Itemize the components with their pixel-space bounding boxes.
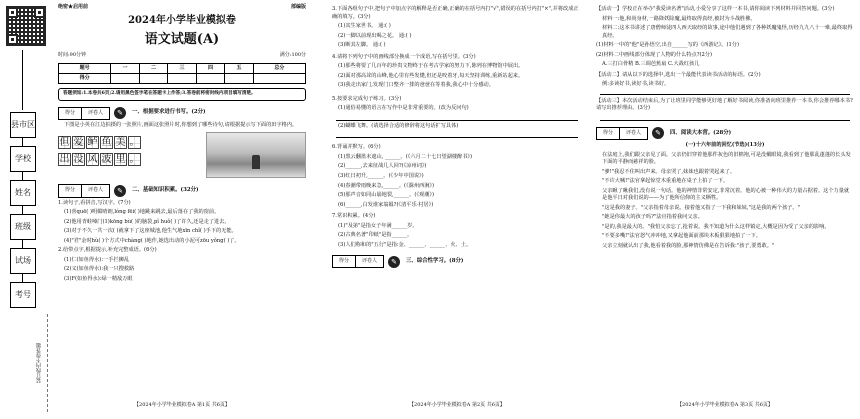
question-1-d: (4)"君"金时hù( )个方式中chàng( )地作,她选出动的小泥可zōu yǒng( )了。 [64, 237, 240, 244]
question-3-c: (3)断其左脚。 通:( ) [338, 42, 386, 49]
page-2 [332, 4, 582, 409]
writing-grid-row-2: 出 没 风 波 里 。 [59, 153, 140, 165]
question-5-b: (2)蝴蝶飞舞。(请选择合适的修辞将这句话扩写具体) [338, 122, 459, 129]
question-7: 7.常识积累。(4分) [332, 213, 376, 220]
question-5-a: (1)通俗易懂的语言在写作中是非常重要的。(改为反问句) [338, 105, 469, 112]
question-7-c: (3)人们称和的"五行"是指:金、______、______、火、土。 [338, 241, 472, 248]
reading-para-7: "是的,我是最大的。"我怕父亲忘了,抢着说。我不知道为什么这样镇定,大概是因为受了父亲的影响。 [602, 223, 830, 230]
question-4-b: (2)面对那高耸的山峰,他心里有些发憷,但还是咬着牙,每天坚持训练,重新站起来。 [338, 72, 524, 79]
question-3-b: (2)一脚以前现出喝之花。 通:( ) [338, 32, 412, 39]
page-3-footer: 【2024年小学毕业模拟卷A 第3页 共6页】 [677, 401, 773, 408]
material-1: 材料一:他,和尚身材,一路降妖除魔,最终取得真经,被封为斗战胜佛。 [602, 15, 756, 22]
reading-para-4: 父亲瞅了瞅我们,没有说一句话。他的神情非常安定,非常沉着。他的心被一种伟大的力量占据着。这个力量就是他平日对我们说的——为了他所信仰的主义牺牲。 [602, 187, 850, 202]
question-2: 2.给带点字,根据提示,补充完整成语。(6分) [58, 247, 157, 254]
qr-code [6, 6, 46, 46]
page-2-footer: 【2024年小学毕业模拟卷A 第2页 共6页】 [409, 401, 505, 408]
question-5: 5.按要求完成句子练习。(3分) [332, 95, 402, 102]
activity-1-q2: (2)材料二中画线部分体现了人物的什么特点?(2分) [596, 51, 713, 58]
question-2-a: (1)仁(如鱼得水):一手拦狮乱 [64, 256, 130, 263]
edition-tag: 部编版 [290, 4, 306, 10]
material-2: 材料二:这本书讲述了唐僧师徒四人西天取经的故事,途中他们遇到了各种妖魔鬼怪,历经九九八十一难,最终取得真经。 [602, 25, 853, 39]
reading-title: (一)十六年前的回忆(节选)(13分) [685, 142, 765, 149]
page-1 [58, 4, 306, 409]
question-6-c: (3)红日初升,______。(《少年中国说》) [338, 172, 424, 179]
activity-2: 【活动二】请从以下的选择中,选出一个最能代表读书活动的标语。(2分) [596, 71, 761, 78]
section-3-header: 得分 评卷人 ✎ 三、综合性学习。(8分) [332, 255, 582, 268]
activity-1-options: A.三打白骨精 B.三调芭蕉扇 C.大战红孩儿 [602, 61, 700, 68]
question-1-b: (2)他用青蛙嗓门(1)kōng bù( )的脑袋,pǐ huǒ( )了许久,还是走了进去。 [64, 218, 230, 225]
binding-notice: 装订线内不得答题 [36, 314, 48, 412]
section-1-title: 一、根据要求进行书写。(2分) [132, 109, 206, 116]
section-1-header: 得分 评卷人 ✎ 一、根据要求进行书写。(2分) [58, 107, 306, 120]
river-photo [206, 132, 306, 178]
page-3 [596, 4, 854, 409]
activity-3: 【活动三】本次活动结束后,为了让班里同学能够更好地了解好书阅读,你准备向班里推荐一本书,你会推荐哪本书?请写出推荐理由。(3分) [596, 97, 853, 112]
section-3-title: 三、综合性学习。(8分) [406, 257, 464, 264]
reading-para-2: "爹!"我忍不住叫出声来。母亲哭了,妹妹也跟着哭起来了。 [602, 168, 736, 175]
reading-para-5: "这是我的妻子。"父亲指着母亲说。接着他又指了一下我和妹妹,"这是我的两个孩子。" [602, 204, 800, 211]
section-4-header: 得分 评卷人 ✎ 四、阅读大本营。(28分) [596, 127, 854, 140]
pen-icon: ✎ [114, 107, 126, 119]
question-2-b: (2)义(如鱼得水):我一只搜救路 [64, 266, 135, 273]
question-1-c: (3)对于不久一共一次( )就拿下了这座城池,他生气地xīn chǐ( )手下的无能。 [64, 228, 237, 235]
page-1-footer: 【2024年小学毕业模拟卷A 第1页 共6页】 [134, 401, 230, 408]
question-1: 1.读句子,看拼音,写汉字。(7分) [58, 199, 131, 206]
question-4-a: (1)那些将要了几百年的珍贵文物终于在考古学家的努力下,陈列在博物馆中展出。 [338, 63, 524, 70]
binding-strip [0, 0, 52, 419]
question-3-a: (1)其生家世书。 通:( ) [338, 23, 391, 30]
exam-subtitle: 语文试题(A) [144, 31, 220, 47]
activity-1: 【活动一】学校正在举办"我爱读名著"活动,小爱分享了这样一本书,请你阅读下列材料并回答问题。(3分) [596, 6, 835, 12]
score-table: 题号 一 二 三 四 五 总分 得分 [58, 63, 306, 84]
exam-notice: 答题须知:1.本卷共6页;2.请用黑色签字笔在答题卡上作答;3.答卷前将密封线内项目填写清楚。 [58, 88, 306, 101]
school-label: 学校 [10, 146, 36, 172]
question-3: 3.下面各组句子中,把句子中加点字的解释是否正确,正确的在括号内打"√",错误的在括号内打"×",并将改成正确的填写。(3分) [332, 6, 579, 20]
confidential-tag: 绝密★启用前 [58, 4, 89, 10]
reading-para-6: "她是你最大的孩子吗?"法官指着我问父亲。 [602, 214, 703, 221]
activity-1-q1: (1)材料一中的"他"是孙悟空,出自______写的《西游记》。(1分) [596, 42, 740, 49]
exam-room-label: 试场 [10, 248, 36, 274]
activity-2-example: 例:多读好书,读好书,读书好。 [602, 81, 670, 88]
question-1-a: (1)喜quē( )明媚晴朗,lóng fēi( )地跳来跳去,最后落在了我的窗前。 [64, 209, 220, 216]
question-7-b: (2)古典名著"印纸"是指______。 [338, 232, 413, 239]
question-4-c: (3)我走出家门,发现门口整齐一排的爸爸在等着我,我心中十分感动。 [338, 82, 494, 89]
reading-icon: ✎ [652, 127, 664, 139]
section-4-title: 四、阅读大本营。(28分) [670, 129, 732, 136]
reading-para-1: 在法庭上,我们跟父亲见了面。父亲仍旧穿着他那件灰色的旧棉袍,可是没戴眼镜,我看到了他那乱蓬蓬的长头发下面的平静而慈祥的脸。 [602, 151, 851, 166]
flag-icon: ✎ [388, 256, 400, 268]
section-1-desc: 下图是小英在江边拍摄的一张照片,画面这张照片时,你想到了哪些诗句,请根据提示写下面的田字格内。 [64, 121, 298, 128]
county-label: 县市区 [10, 112, 36, 138]
question-6: 6.背诵并默写。(6分) [332, 144, 381, 151]
exam-title: 2024年小学毕业模拟卷 [128, 15, 236, 27]
reading-para-9: 父亲立刻就认出了我,他看着我的脸,那神情仿佛是在告诉我:"孩子,要勇敢。" [602, 242, 775, 249]
question-6-a: (1)黑云翻墨未遮山, ______。(《六月二十七日望湖楼醉书》) [338, 153, 472, 160]
exam-number-label: 考号 [10, 282, 36, 308]
full-score: 满分:100分 [279, 51, 306, 58]
question-4: 4.请将下列句子中的画线部分换成一个成语,写在括号里。(3分) [332, 53, 476, 60]
writing-grid-row-1: 但 爱 鲈 鱼 美 。 [59, 136, 140, 148]
question-6-e: (5)那声音如同山崩地裂,______。(《观潮》) [338, 192, 435, 199]
class-label: 班级 [10, 214, 36, 240]
section-2-header: 得分 评卷人 ✎ 二、基础知识积累。(32分) [58, 184, 306, 197]
question-6-b: (2)______,去来征战几人回?(《凉州词》) [338, 163, 427, 170]
name-label: 姓名 [10, 180, 36, 206]
reading-para-8: "不要多嘴!"法官怒气冲冲地,又拿起他面前那块木板狠狠地拍了一下。 [602, 233, 761, 240]
section-2-title: 二、基础知识积累。(32分) [132, 186, 199, 193]
question-6-f: (6)______,白发谁家翁媪?(《清平乐·村居》) [338, 201, 434, 208]
question-6-d: (4)春潮带雨晚来急,______。(《滁州西涧》) [338, 182, 435, 189]
reading-para-3: "不许大喊!"法官拿起惊堂木重重地在桌子上拍了一下。 [602, 178, 729, 185]
exam-time: 时间:90分钟 [58, 51, 87, 58]
question-7-a: (1)"及第"是指女子年满______岁。 [338, 222, 418, 229]
question-2-c: (3)F(如鱼得水):绿一精敌万眼 [64, 275, 133, 282]
book-icon: ✎ [114, 185, 126, 197]
